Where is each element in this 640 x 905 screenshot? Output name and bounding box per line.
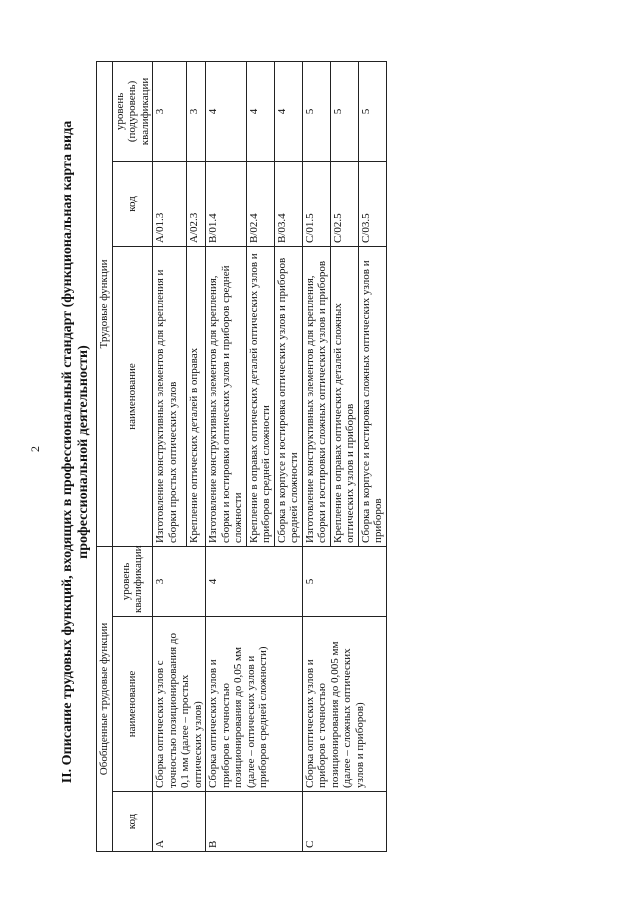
header-level: уровень квалификации <box>112 546 153 616</box>
rotated-page-content <box>60 52 580 852</box>
function-code: C/03.5 <box>358 161 386 246</box>
table-row <box>302 61 330 851</box>
header-function-code: код <box>112 161 153 246</box>
table-row <box>153 61 187 851</box>
header-labor-functions: Трудовые функции <box>97 61 113 546</box>
group-code: C <box>302 792 386 852</box>
group-name: Сборка оптических узлов и приборов с точностью позиционирования до 0,005 мм (далее – сложных оптических узлов и приборов) <box>302 617 386 792</box>
header-function-name: наименование <box>112 246 153 546</box>
group-name: Сборка оптических узлов и приборов с точностью позиционирования до 0,05 мм (далее – оптических узлов и приборов средней сложности) <box>206 617 303 792</box>
functional-map-table <box>96 61 387 852</box>
header-sublevel: уровень (подуровень) квалификации <box>112 61 153 161</box>
function-level: 5 <box>330 61 358 161</box>
function-name: Изготовление конструктивных элементов для крепления, сборки и юстировки оптических узлов и приборов средней сложности <box>206 246 247 546</box>
function-name: Изготовление конструктивных элементов для крепления, сборки и юстировки сложных оптических узлов и приборов <box>302 246 330 546</box>
group-code: A <box>153 792 206 852</box>
function-level: 3 <box>153 61 187 161</box>
function-code: A/02.3 <box>187 161 206 246</box>
section-title-line-2: профессиональной деятельности) <box>76 345 91 559</box>
function-name: Крепление в оправах оптических деталей сложных оптических узлов и приборов <box>330 246 358 546</box>
group-level: 5 <box>302 546 386 616</box>
function-code: B/02.4 <box>246 161 274 246</box>
function-code: C/02.5 <box>330 161 358 246</box>
function-name: Сборка в корпусе и юстировка сложных оптических узлов и приборов <box>358 246 386 546</box>
function-code: C/01.5 <box>302 161 330 246</box>
function-level: 4 <box>246 61 274 161</box>
header-generalized-functions: Обобщенные трудовые функции <box>97 546 113 851</box>
function-name: Сборка в корпусе и юстировка оптических узлов и приборов средней сложности <box>274 246 302 546</box>
function-code: B/03.4 <box>274 161 302 246</box>
page-number: 2 <box>28 446 42 452</box>
function-name: Крепление в оправах оптических деталей оптических узлов и приборов средней сложности <box>246 246 274 546</box>
group-level: 3 <box>153 546 206 616</box>
function-name: Изготовление конструктивных элементов для крепления и сборки простых оптических узлов <box>153 246 187 546</box>
section-title-line-1: II. Описание трудовых функций, входящих в профессиональный стандарт (функциональная карта вида <box>60 120 75 784</box>
function-level: 3 <box>187 61 206 161</box>
table-row <box>206 61 247 851</box>
group-name: Сборка оптических узлов с точностью позиционирования до 0,1 мм (далее – простых оптических узлов) <box>153 617 206 792</box>
group-level: 4 <box>206 546 303 616</box>
function-level: 5 <box>358 61 386 161</box>
function-code: A/01.3 <box>153 161 187 246</box>
function-level: 4 <box>206 61 247 161</box>
header-name: наименование <box>112 617 153 792</box>
header-code: код <box>112 792 153 852</box>
function-name: Крепление оптических деталей в оправах <box>187 246 206 546</box>
function-level: 5 <box>302 61 330 161</box>
function-level: 4 <box>274 61 302 161</box>
group-code: B <box>206 792 303 852</box>
function-code: B/01.4 <box>206 161 247 246</box>
